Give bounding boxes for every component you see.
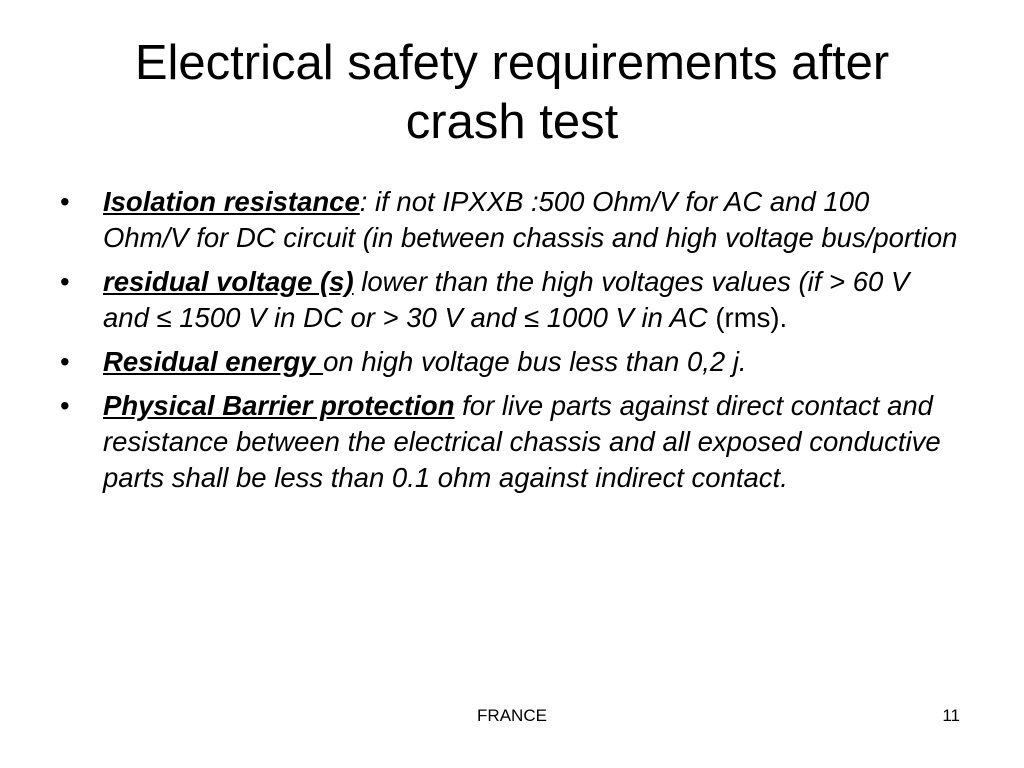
- bullet-item-physical-barrier: [60, 388, 960, 496]
- bullet-list: [60, 184, 960, 504]
- bullet-term: Isolation resistance: [103, 186, 360, 217]
- bullet-marker: •: [60, 266, 70, 297]
- bullet-suffix: (rms).: [707, 302, 788, 333]
- bullet-term: Physical Barrier protection: [103, 390, 455, 421]
- bullet-item-residual-voltage: [60, 264, 960, 336]
- bullet-item-residual-energy: [60, 344, 960, 380]
- bullet-marker: •: [60, 346, 70, 377]
- bullet-marker: •: [60, 186, 70, 217]
- bullet-text: : if not IPXXB :500 Ohm/V for AC and 100 Ohm/V for DC circuit (in between chassis and high voltage bus/portion: [103, 186, 958, 253]
- bullet-marker: •: [60, 390, 70, 421]
- bullet-text: lower than the high voltages values (if > 60 V and ≤ 1500 V in DC or > 30 V and ≤ 1000 V in AC: [103, 266, 910, 333]
- bullet-text: for live parts against direct contact and resistance between the electrical chassis and all exposed conductive parts shall be less than 0.1 ohm against indirect contact.: [103, 390, 941, 493]
- bullet-item-isolation-resistance: [60, 184, 960, 256]
- bullet-text: on high voltage bus less than 0,2 j.: [323, 346, 747, 377]
- bullet-term: residual voltage (s): [103, 266, 354, 297]
- page-number: 11: [942, 706, 960, 725]
- footer-text: FRANCE: [477, 706, 547, 725]
- slide-title: Electrical safety requirements after crash test: [134, 36, 890, 149]
- bullet-term: Residual energy: [103, 346, 324, 377]
